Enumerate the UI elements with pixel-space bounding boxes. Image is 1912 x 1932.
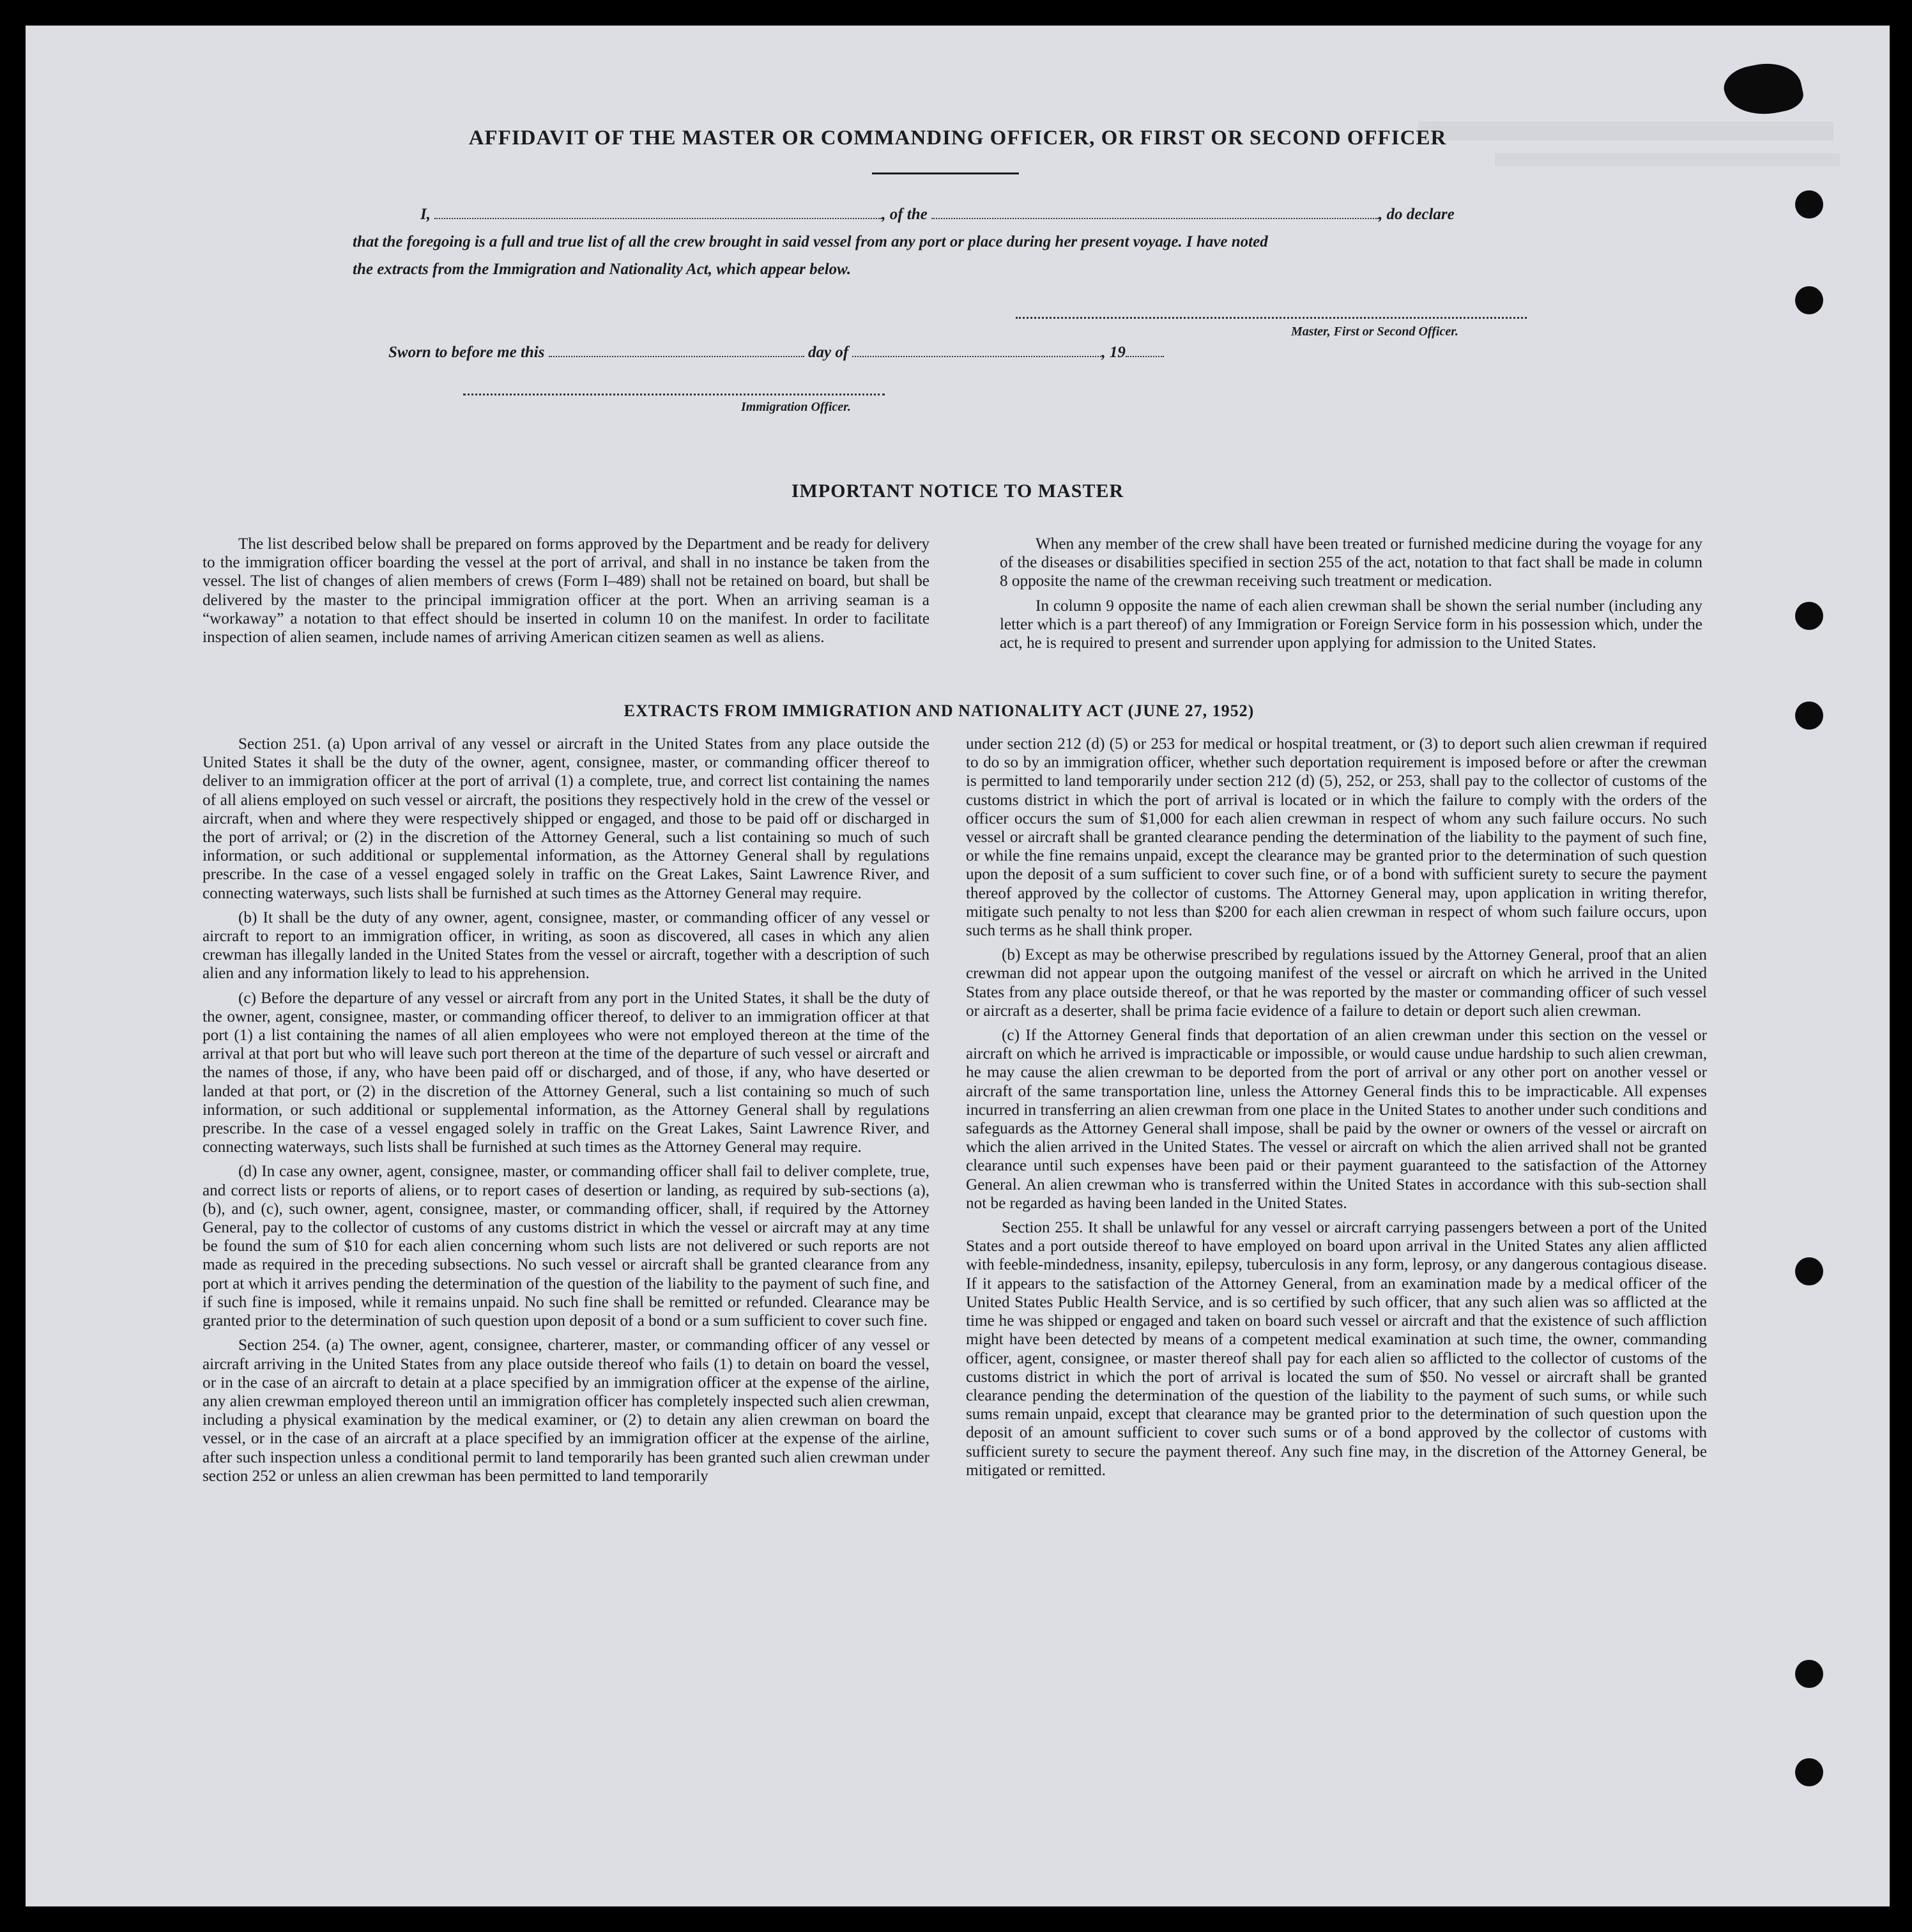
- section-251-b: (b) It shall be the duty of any owner, agent, consignee, master, or commanding officer of any vessel or aircraft to report to an immigration officer, in writing, as soon as discovered, all cases in which any alien crewman has illegally landed in the United States from the vessel or aircraft, together with a description of such alien and any information likely to lead to his apprehension.: [203, 908, 929, 983]
- extracts-left-column: [203, 735, 929, 1491]
- declaration-statement-1: that the foregoing is a full and true list of all the crew brought in said vessel from any port or place during her present voyage. I have noted: [353, 233, 1268, 250]
- declaration-statement-2: the extracts from the Immigration and Nationality Act, which appear below.: [353, 261, 852, 278]
- master-signature-line[interactable]: [1016, 317, 1527, 319]
- declaration-line: [420, 206, 1455, 224]
- punch-hole: [1795, 1660, 1823, 1688]
- extracts-title: EXTRACTS FROM IMMIGRATION AND NATIONALITY ACT (JUNE 27, 1952): [623, 702, 1255, 720]
- section-254-b: (b) Except as may be otherwise prescribed by regulations issued by the Attorney General, proof that an alien crewman did not appear upon the outgoing manifest of the vessel or aircraft on which he arrived in the United States from any place outside thereof, or that he was reported by the master or commanding officer of such vessel or aircraft as a deserter, shall be prima facie evidence of a failure to detain or deport such alien crewman.: [966, 946, 1707, 1020]
- section-254-c: (c) If the Attorney General finds that deportation of an alien crewman under this section on the vessel or aircraft on which he arrived is impracticable or impossible, or would cause undue hardship to such alien crewman, he may cause the alien crewman to be deported from the port of arrival or any other port on another vessel or aircraft of the same transportation line, unless the Attorney General finds this to be impracticable. All expenses incurred in transferring an alien crewman from one place in the United States to another under such conditions and safeguards as the Attorney General shall impose, shall be paid by the owner or owners of the vessel or aircraft on which the alien arrived in the United States. The vessel or aircraft on which the alien arrived shall not be granted clearance until such expenses have been paid or their payment guaranteed to the satisfaction of the Attorney General. An alien crewman who is transferred within the United States in accordance with this sub-section shall not be regarded as having been landed in the United States.: [966, 1027, 1707, 1212]
- vessel-field[interactable]: [931, 217, 1379, 219]
- punch-hole: [1795, 1758, 1823, 1786]
- notice-right-paragraph-1: When any member of the crew shall have been treated or furnished medicine during the voyage for any of the diseases or disabilities specified in section 255 of the act, notation to that fact shall be made in column 8 opposite the name of the crewman receiving such treatment or medication.: [1000, 535, 1702, 590]
- sworn-year-field[interactable]: [1126, 355, 1164, 357]
- sworn-year-prefix: , 19: [1101, 344, 1126, 361]
- notice-right-paragraph-2: In column 9 opposite the name of each alien crewman shall be shown the serial number (including any letter which is a part thereof) of any Immigration or Foreign Service form in his possession which, under the act, he is required to present and surrender upon applying for admission to the United States.: [1000, 597, 1702, 652]
- section-251-c: (c) Before the departure of any vessel or aircraft from any port in the United States, it shall be the duty of the owner, agent, consignee, master, or commanding officer thereof, to deliver to an immigration officer at that port (1) a list containing the names of all alien employees who were not employed thereon at the time of the arrival at that port but who will leave such port thereon at the time of the departure of such vessel or aircraft and the names of those, if any, who have been paid off or discharged, and of those, if any, who have deserted or landed at that port, or (2) in the discretion of the Attorney General, such a list containing so much of such information, or such additional or supplemental information, as the Attorney General shall by regulations prescribe. In the case of a vessel engaged solely in traffic on the Great Lakes, Saint Lawrence River, and connecting waterways, such lists shall be furnished at such times as the Attorney General may require.: [203, 989, 929, 1156]
- notice-right-column: [1000, 535, 1702, 658]
- extracts-right-column: [966, 735, 1707, 1485]
- section-251-d: (d) In case any owner, agent, consignee, master, or commanding officer shall fail to deliver complete, true, and correct lists or reports of aliens, or to report cases of desertion or landing, as required by sub-sections (a), (b), and (c), such owner, agent, consignee, master, or commanding officer, shall, if required by the Attorney General, pay to the collector of customs of any customs district in which the vessel or aircraft may at any time be found the sum of $10 for each alien concerning whom such lists are not delivered or such reports are not made as required in the preceding subsections. No such vessel or aircraft shall be granted clearance from any port at which it arrives pending the determination of the question of the liability to the payment of such fine, and if such fine is imposed, while it remains unpaid. No such fine shall be remitted or refunded. Clearance may be granted prior to the determination of such question upon deposit of a bond or a sum sufficient to cover such fine.: [203, 1163, 929, 1330]
- bleed-through-mark: [1495, 153, 1840, 166]
- sworn-line: [388, 344, 1164, 362]
- officer-caption: Immigration Officer.: [741, 400, 851, 414]
- punch-hole: [1795, 286, 1823, 314]
- punch-hole: [1795, 190, 1823, 218]
- declaration-i: I,: [420, 206, 431, 223]
- sworn-day-field[interactable]: [549, 355, 804, 357]
- sworn-month-field[interactable]: [852, 355, 1101, 357]
- declaration-of-the: , of the: [882, 206, 928, 223]
- title-underline: [872, 172, 1019, 174]
- notice-left-column: [203, 535, 929, 652]
- name-field[interactable]: [434, 217, 882, 219]
- declaration-do-declare: , do declare: [1379, 206, 1455, 223]
- sworn-text: Sworn to before me this: [388, 344, 545, 361]
- master-caption: Master, First or Second Officer.: [1291, 325, 1458, 339]
- section-255: Section 255. It shall be unlawful for any vessel or aircraft carrying passengers between a port of the United States and a port outside thereof to have employed on board upon arrival in the United States any alien afflicted with feeble-mindedness, insanity, epilepsy, tuberculosis in any form, leprosy, or any dangerous contagious disease. If it appears to the satisfaction of the Attorney General, from an examination made by a medical officer of the United States Public Health Service, and is so certified by such officer, that any such alien was so afflicted at the time he was shipped or engaged and taken on board such vessel or aircraft and that the existence of such affliction might have been detected by means of a competent medical examination at such time, the owner, commanding officer, agent, consignee, or master thereof shall pay for each alien so afflicted to the collector of customs of the customs district in which the port of arrival is located the sum of $50. No vessel or aircraft shall be granted clearance pending the determination of the question of the liability to the payment of such sums, or while such sums remain unpaid, except that clearance may be granted prior to the determination of such question upon the deposit of an amount sufficient to cover such sums or of a bond approved by the collector of customs with sufficient surety to secure the payment thereof. Any such fine may, in the discretion of the Attorney General, be mitigated or remitted.: [966, 1219, 1707, 1479]
- punch-hole: [1795, 1257, 1823, 1285]
- section-254-a: Section 254. (a) The owner, agent, consignee, charterer, master, or commanding officer of any vessel or aircraft arriving in the United States from any place outside thereof who fails (1) to detain on board the vessel, or in the case of an aircraft to detain at a place specified by an immigration officer at the expense of the airline, any alien crewman employed thereon until an immigration officer has completely inspected such alien crewman, including a physical examination by the medical examiner, or (2) to detain any alien crewman on board the vessel, or in the case of an aircraft at a place specified by an immigration officer at the expense of the airline, after such inspection unless a conditional permit to land temporarily has been granted such alien crewman under section 252 or unless an alien crewman has been permitted to land temporarily: [203, 1337, 929, 1485]
- notice-left-paragraph: The list described below shall be prepared on forms approved by the Department and be ready for delivery to the immigration officer boarding the vessel at the port of arrival, and shall in no instance be taken from the vessel. The list of changes of alien members of crews (Form I–489) shall not be retained on board, but shall be delivered by the master to the principal immigration officer at the port. When an arriving seaman is a “workaway” a notation to that effect should be inserted in column 10 on the manifest. In order to facilitate inspection of alien seamen, include names of arriving American citizen seamen as well as aliens.: [203, 535, 929, 647]
- officer-signature-line[interactable]: [463, 394, 885, 395]
- torn-corner-mark: [1720, 56, 1806, 122]
- document-page: [26, 26, 1890, 1906]
- section-251-a: Section 251. (a) Upon arrival of any vessel or aircraft in the United States from any place outside the United States it shall be the duty of the owner, agent, consignee, master, or commanding officer thereof to deliver to an immigration officer at the port of arrival (1) a complete, true, and correct list containing the names of all aliens employed on such vessel or aircraft, the positions they respectively hold in the crew of the vessel or aircraft, when and where they were respectively shipped or engaged, and those to be paid off or discharged in the port of arrival; or (2) in the discretion of the Attorney General, such a list containing so much of such information, or such additional or supplemental information, as the Attorney General shall by regulations prescribe. In the case of a vessel engaged solely in traffic on the Great Lakes, Saint Lawrence River, and connecting waterways, such lists shall be furnished at such times as the Attorney General may require.: [203, 735, 929, 902]
- punch-hole: [1795, 602, 1823, 630]
- affidavit-title: AFFIDAVIT OF THE MASTER OR COMMANDING OFFICER, OR FIRST OR SECOND OFFICER: [468, 126, 1447, 150]
- punch-hole: [1795, 702, 1823, 730]
- section-254-a-continued: under section 212 (d) (5) or 253 for medical or hospital treatment, or (3) to deport such alien crewman if required to do so by an immigration officer, whether such deportation requirement is imposed before or after the crewman is permitted to land temporarily under section 212 (d) (5), 252, or 253, shall pay to the collector of customs of the customs district in which the port of arrival is located or in which the failure to comply with the orders of the officer occurs the sum of $1,000 for each alien crewman in respect of whom any such failure occurs. No such vessel or aircraft shall be granted clearance pending the determination of the liability to the payment of such fine, or while the fine remains unpaid, except the clearance may be granted prior to the determination of such question upon the deposit of a sum sufficient to cover such fine, or of a bond with sufficient surety to secure the payment thereof approved by the collector of customs. The Attorney General may, upon application in writing therefor, mitigate such penalty to not less than $200 for each alien crewman in respect of whom such failure occurs, upon such terms as he shall think proper.: [966, 735, 1707, 940]
- notice-title: IMPORTANT NOTICE TO MASTER: [791, 480, 1124, 502]
- sworn-day-of: day of: [807, 344, 849, 361]
